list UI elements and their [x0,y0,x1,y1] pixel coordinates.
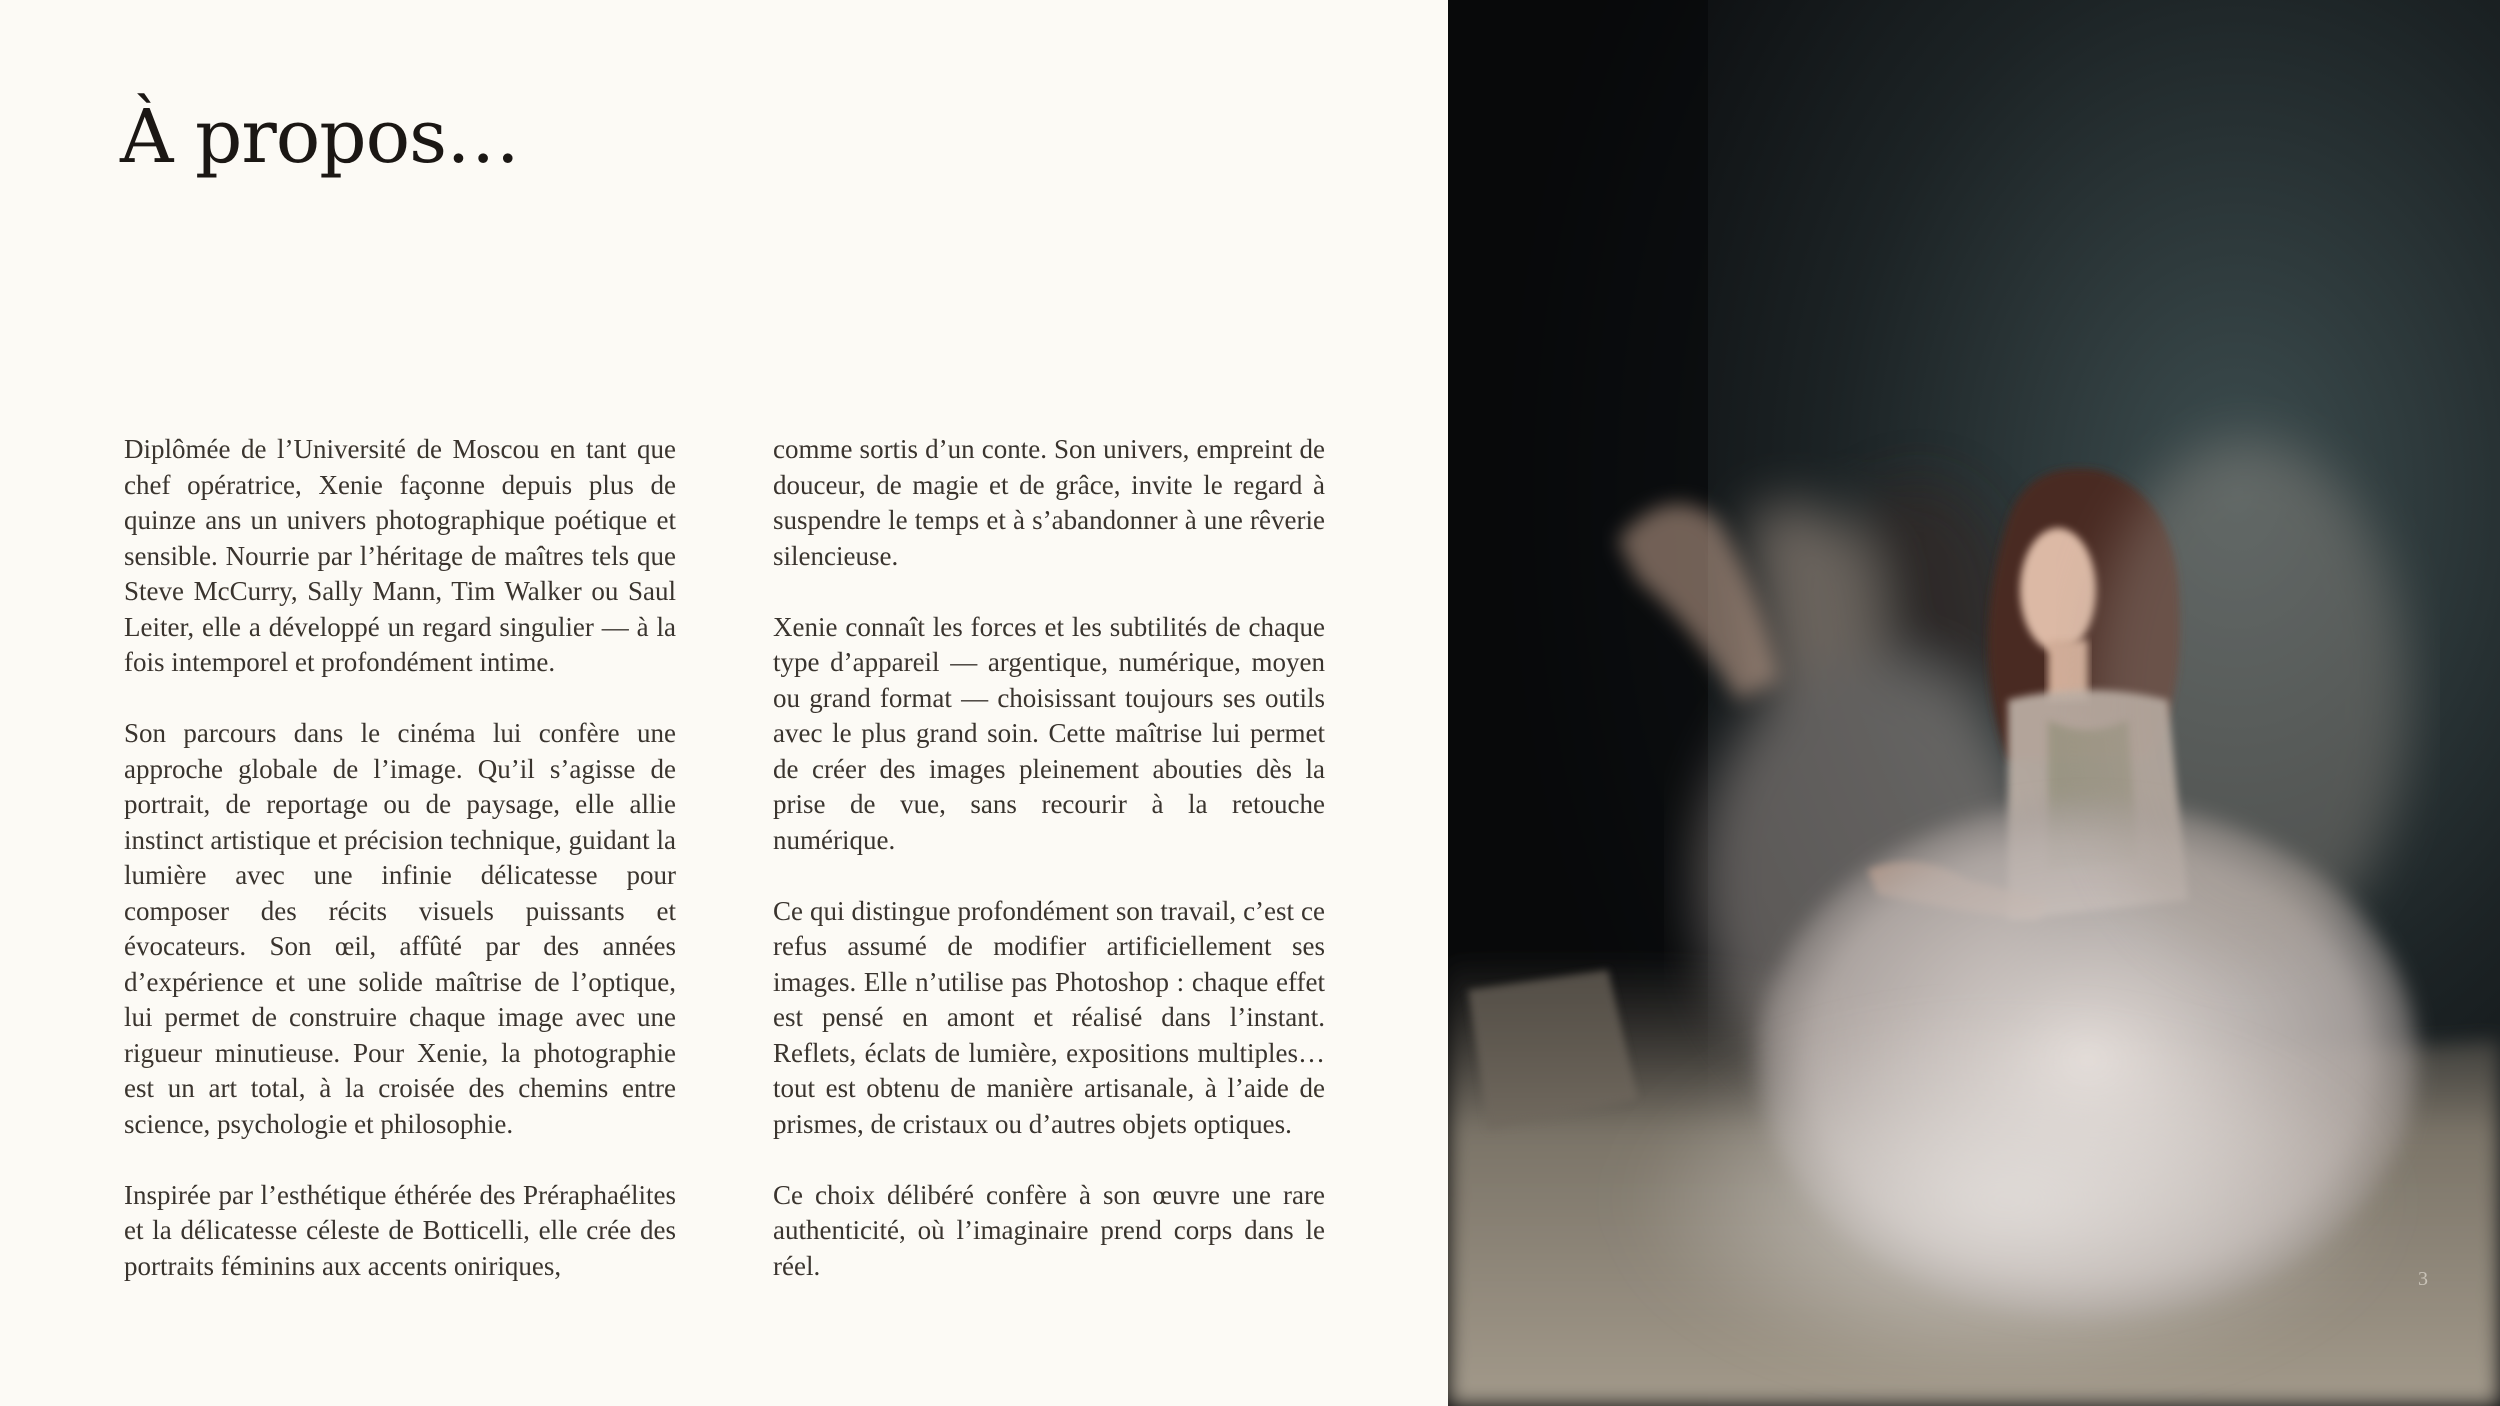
portrait-illustration [1448,0,2500,1406]
mist [1628,1020,2388,1380]
face [2020,528,2096,652]
motion-trail [2088,440,2408,960]
paragraph: Xenie connaît les forces et les subtilités de chaque type d’appareil — argentique, numérique, moyen ou grand format — choisissant toujours ses outils avec le plus grand soin. Cette maîtrise lui permet de créer des images pleinement abouties dès la prise de vue, sans recourir à la retouche numérique. [773,611,1325,855]
paragraph: Ce qui distingue profondément son travail, c’est ce refus assumé de modifier artificiellement ses images. Elle n’utilise pas Photoshop : chaque effet est pensé en amont et réalisé dans l’instant. Reflets, éclats de lumière, expositions multiples… tout est obtenu de manière artisanale, à l’aide de prismes, de cristaux ou d’autres objets optiques. [773,895,1325,1139]
text-column-right [773,432,1325,1320]
paragraph: Inspirée par l’esthétique éthérée des Préraphaélites et la délicatesse céleste de Botticelli, elle crée des portraits féminins aux accents oniriques, [124,1179,676,1281]
paragraph: Son parcours dans le cinéma lui confère une approche globale de l’image. Qu’il s’agisse de portrait, de reportage ou de paysage, elle allie instinct artistique et précision technique, guidant la lumière avec une infinie délicatesse pour composer des récits visuels puissants et évocateurs. Son œil, affûté par des années d’expérience et une solide maîtrise de l’optique, lui permet de construire chaque image avec une rigueur minutieuse. Pour Xenie, la photographie est un art total, à la croisée des chemins entre science, psychologie et philosophie. [124,718,676,1139]
page-number: 3 [2418,1268,2428,1290]
text-column-left [124,432,676,1320]
page-title: À propos… [120,94,520,180]
portrait-photo [1448,0,2500,1406]
paragraph: Ce choix délibéré confère à son œuvre une rare authenticité, où l’imaginaire prend corps dans le réel. [773,1179,1325,1281]
paragraph: Diplômée de l’Université de Moscou en tant que chef opératrice, Xenie façonne depuis plus de quinze ans un univers photographique poétique et sensible. Nourrie par l’héritage de maîtres tels que Steve McCurry, Sally Mann, Tim Walker ou Saul Leiter, elle a développé un regard singulier — à la fois intemporel et profondément intime. [124,434,676,677]
paragraph: comme sortis d’un conte. Son univers, empreint de douceur, de magie et de grâce, invite le regard à suspendre le temps et à s’abandonner à une rêverie silencieuse. [773,434,1325,571]
